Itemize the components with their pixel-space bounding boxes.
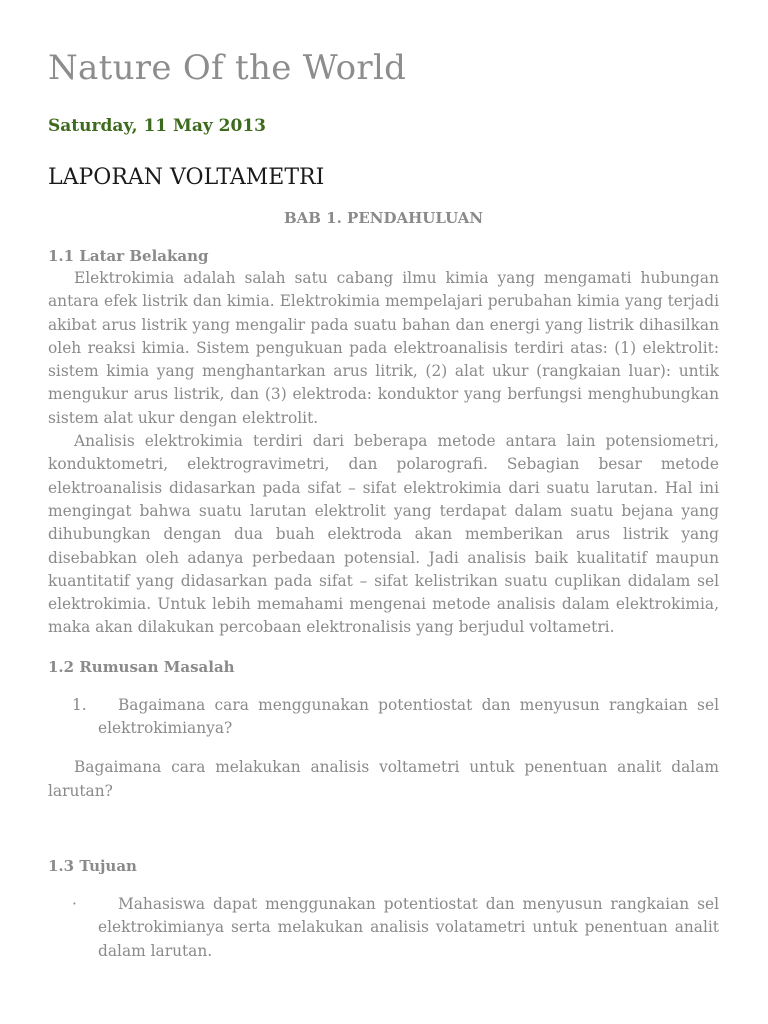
post-body — [48, 207, 719, 963]
section-heading-rumusan-masalah: 1.2 Rumusan Masalah — [48, 657, 235, 676]
section-heading-tujuan: 1.3 Tujuan — [48, 856, 137, 875]
numbered-list-item — [48, 694, 719, 741]
blog-title[interactable]: Nature Of the World — [48, 48, 407, 88]
post-title[interactable]: LAPORAN VOLTAMETRI — [48, 165, 325, 190]
list-item-text: Mahasiswa dapat menggunakan potentiostat dan menyusun rangkaian sel elektrokimianya serta melakukan analisis volatametri untuk penentuan analit dalam larutan. — [98, 894, 719, 960]
paragraph: Elektrokimia adalah salah satu cabang ilmu kimia yang mengamati hubungan antara efek listrik dan kimia. Elektrokimia mempelajari perubahan kimia yang terjadi akibat arus listrik yang mengalir pada suatu bahan dan energi yang listrik dihasilkan oleh reaksi kimia. Sistem pengukuan pada elektroanalisis terdiri atas: (1) elektrolit: sistem kimia yang menghantarkan arus litrik, (2) alat ukur (rangkaian luar): untik mengukur arus listrik, dan (3) elektroda: konduktor yang berfungsi menghubungkan sistem alat ukur dengan elektrolit. — [48, 269, 719, 427]
paragraph: Analisis elektrokimia terdiri dari beberapa metode antara lain potensiometri, konduktometri, elektrogravimetri, dan polarografi. Sebagian besar metode elektroanalisis didasarkan pada sifat – sifat elektrokimia dari suatu larutan. Hal ini mengingat bahwa suatu larutan elektrolit yang terdapat dalam suatu bejana yang dihubungkan dengan dua buah elektroda akan memberikan arus listrik yang disebabkan oleh adanya perbedaan potensial. Jadi analisis baik kualitatif maupun kuantitatif yang didasarkan pada sifat – sifat kelistrikan suatu cuplikan didalam sel elektrokimia. Untuk lebih memahami mengenai metode analisis dalam elektrokimia, maka akan dilakukan percobaan elektronalisis yang berjudul voltametri. — [48, 432, 719, 637]
bulleted-list-item — [48, 893, 719, 963]
list-number: 1. — [72, 695, 87, 714]
post-date: Saturday, 11 May 2013 — [48, 116, 266, 136]
paragraph: Bagaimana cara melakukan analisis voltametri untuk penentuan analit dalam larutan? — [48, 758, 719, 800]
list-item-text: Bagaimana cara menggunakan potentiostat dan menyusun rangkaian sel elektrokimianya? — [98, 695, 719, 738]
bullet-icon: · — [72, 894, 77, 913]
chapter-heading: BAB 1. PENDAHULUAN — [283, 209, 484, 227]
section-heading-latar-belakang: 1.1 Latar Belakang — [48, 247, 209, 265]
